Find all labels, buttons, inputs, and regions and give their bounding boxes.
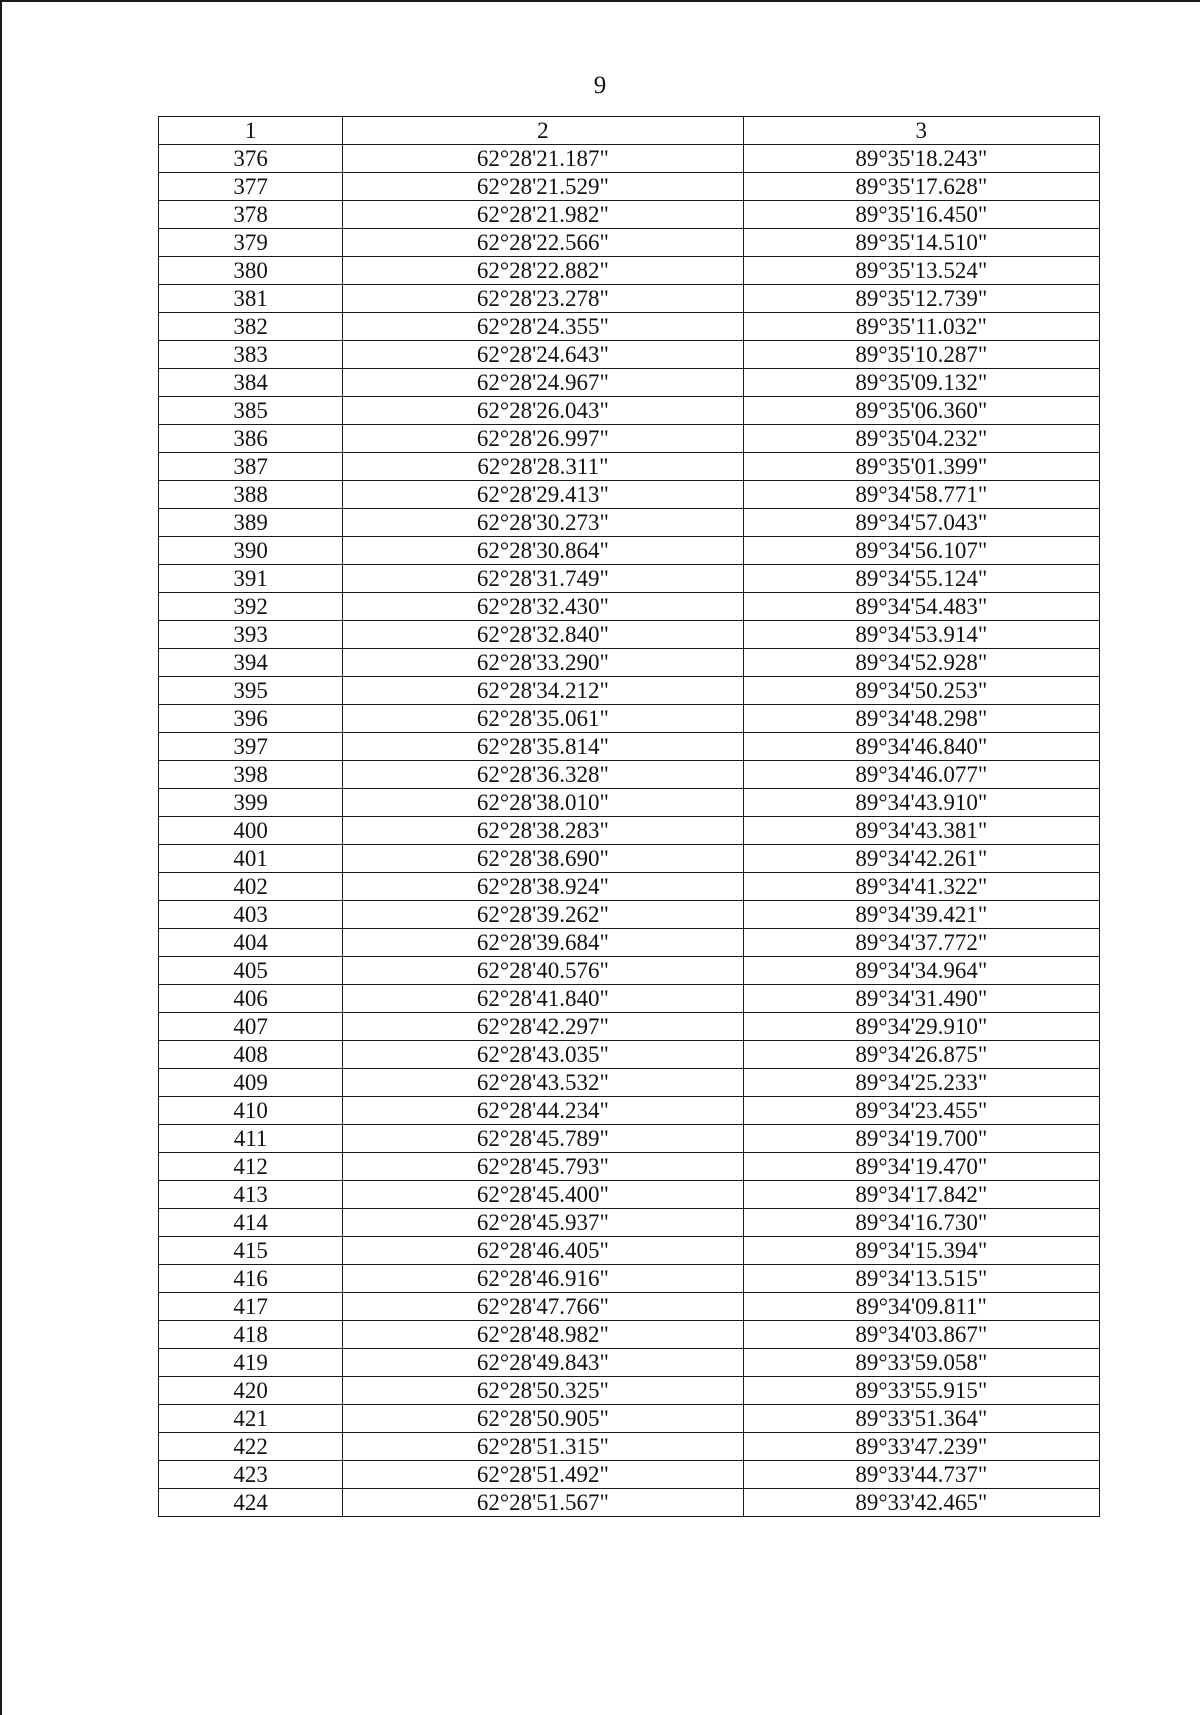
point-number-cell: 378 [159,201,343,229]
table-row [159,1153,1100,1181]
table-row [159,621,1100,649]
longitude-cell: 89°34'34.964" [743,957,1099,985]
longitude-cell: 89°34'16.730" [743,1209,1099,1237]
point-number-cell: 396 [159,705,343,733]
latitude-cell: 62°28'21.529" [343,173,743,201]
longitude-cell: 89°34'29.910" [743,1013,1099,1041]
table-row [159,761,1100,789]
latitude-cell: 62°28'45.793" [343,1153,743,1181]
latitude-cell: 62°28'28.311" [343,453,743,481]
table-row [159,1013,1100,1041]
longitude-cell: 89°34'53.914" [743,621,1099,649]
table-row [159,1433,1100,1461]
point-number-cell: 390 [159,537,343,565]
latitude-cell: 62°28'23.278" [343,285,743,313]
table-row [159,593,1100,621]
point-number-cell: 392 [159,593,343,621]
point-number-cell: 393 [159,621,343,649]
point-number-cell: 419 [159,1349,343,1377]
point-number-cell: 404 [159,929,343,957]
latitude-cell: 62°28'41.840" [343,985,743,1013]
longitude-cell: 89°34'13.515" [743,1265,1099,1293]
latitude-cell: 62°28'32.430" [343,593,743,621]
table-row [159,1181,1100,1209]
latitude-cell: 62°28'45.400" [343,1181,743,1209]
longitude-cell: 89°34'19.470" [743,1153,1099,1181]
table-row [159,201,1100,229]
longitude-cell: 89°33'44.737" [743,1461,1099,1489]
latitude-cell: 62°28'22.882" [343,257,743,285]
table-row [159,369,1100,397]
longitude-cell: 89°34'31.490" [743,985,1099,1013]
point-number-cell: 401 [159,845,343,873]
latitude-cell: 62°28'31.749" [343,565,743,593]
longitude-cell: 89°34'46.077" [743,761,1099,789]
longitude-cell: 89°35'18.243" [743,145,1099,173]
table-row [159,733,1100,761]
latitude-cell: 62°28'32.840" [343,621,743,649]
longitude-cell: 89°33'47.239" [743,1433,1099,1461]
table-row [159,145,1100,173]
longitude-cell: 89°35'16.450" [743,201,1099,229]
longitude-cell: 89°34'15.394" [743,1237,1099,1265]
table-row [159,677,1100,705]
latitude-cell: 62°28'22.566" [343,229,743,257]
point-number-cell: 380 [159,257,343,285]
longitude-cell: 89°35'01.399" [743,453,1099,481]
point-number-cell: 410 [159,1097,343,1125]
point-number-cell: 411 [159,1125,343,1153]
longitude-cell: 89°34'23.455" [743,1097,1099,1125]
latitude-cell: 62°28'46.916" [343,1265,743,1293]
longitude-cell: 89°34'46.840" [743,733,1099,761]
latitude-cell: 62°28'48.982" [343,1321,743,1349]
longitude-cell: 89°34'54.483" [743,593,1099,621]
longitude-cell: 89°35'06.360" [743,397,1099,425]
latitude-cell: 62°28'45.937" [343,1209,743,1237]
table-row [159,985,1100,1013]
longitude-cell: 89°34'56.107" [743,537,1099,565]
longitude-cell: 89°34'41.322" [743,873,1099,901]
table-row [159,1321,1100,1349]
table-row [159,789,1100,817]
column-header-3: 3 [743,117,1099,145]
latitude-cell: 62°28'51.492" [343,1461,743,1489]
latitude-cell: 62°28'51.567" [343,1489,743,1517]
table-row [159,1069,1100,1097]
point-number-cell: 388 [159,481,343,509]
column-header-1: 1 [159,117,343,145]
table-row [159,397,1100,425]
table-body [159,145,1100,1517]
table-row [159,929,1100,957]
longitude-cell: 89°35'10.287" [743,341,1099,369]
table-header-row [159,117,1100,145]
point-number-cell: 412 [159,1153,343,1181]
latitude-cell: 62°28'33.290" [343,649,743,677]
latitude-cell: 62°28'24.643" [343,341,743,369]
latitude-cell: 62°28'30.273" [343,509,743,537]
longitude-cell: 89°34'19.700" [743,1125,1099,1153]
latitude-cell: 62°28'24.355" [343,313,743,341]
point-number-cell: 409 [159,1069,343,1097]
table-row [159,341,1100,369]
longitude-cell: 89°34'48.298" [743,705,1099,733]
longitude-cell: 89°34'42.261" [743,845,1099,873]
table-row [159,229,1100,257]
longitude-cell: 89°34'25.233" [743,1069,1099,1097]
table-row [159,873,1100,901]
latitude-cell: 62°28'34.212" [343,677,743,705]
latitude-cell: 62°28'35.061" [343,705,743,733]
table-row [159,901,1100,929]
column-header-2: 2 [343,117,743,145]
longitude-cell: 89°33'55.915" [743,1377,1099,1405]
latitude-cell: 62°28'44.234" [343,1097,743,1125]
page-number: 9 [593,72,607,99]
table-row [159,453,1100,481]
table-row [159,1293,1100,1321]
table-row [159,957,1100,985]
longitude-cell: 89°35'17.628" [743,173,1099,201]
longitude-cell: 89°34'09.811" [743,1293,1099,1321]
longitude-cell: 89°35'13.524" [743,257,1099,285]
point-number-cell: 385 [159,397,343,425]
longitude-cell: 89°35'12.739" [743,285,1099,313]
point-number-cell: 418 [159,1321,343,1349]
latitude-cell: 62°28'50.325" [343,1377,743,1405]
point-number-cell: 394 [159,649,343,677]
longitude-cell: 89°33'59.058" [743,1349,1099,1377]
longitude-cell: 89°34'03.867" [743,1321,1099,1349]
point-number-cell: 420 [159,1377,343,1405]
table-row [159,1461,1100,1489]
point-number-cell: 405 [159,957,343,985]
table-row [159,481,1100,509]
table-row [159,1237,1100,1265]
longitude-cell: 89°34'43.381" [743,817,1099,845]
table-row [159,537,1100,565]
point-number-cell: 379 [159,229,343,257]
table-row [159,1489,1100,1517]
table-row [159,565,1100,593]
table-row [159,509,1100,537]
latitude-cell: 62°28'39.262" [343,901,743,929]
longitude-cell: 89°33'51.364" [743,1405,1099,1433]
table-row [159,1209,1100,1237]
table-row [159,705,1100,733]
scan-edge-top [0,0,1200,2]
latitude-cell: 62°28'45.789" [343,1125,743,1153]
table-row [159,1405,1100,1433]
latitude-cell: 62°28'49.843" [343,1349,743,1377]
latitude-cell: 62°28'38.924" [343,873,743,901]
latitude-cell: 62°28'24.967" [343,369,743,397]
latitude-cell: 62°28'29.413" [343,481,743,509]
longitude-cell: 89°34'43.910" [743,789,1099,817]
longitude-cell: 89°35'14.510" [743,229,1099,257]
latitude-cell: 62°28'21.187" [343,145,743,173]
point-number-cell: 376 [159,145,343,173]
point-number-cell: 417 [159,1293,343,1321]
point-number-cell: 381 [159,285,343,313]
latitude-cell: 62°28'39.684" [343,929,743,957]
table-row [159,1041,1100,1069]
latitude-cell: 62°28'47.766" [343,1293,743,1321]
longitude-cell: 89°34'39.421" [743,901,1099,929]
table-row [159,1349,1100,1377]
latitude-cell: 62°28'40.576" [343,957,743,985]
latitude-cell: 62°28'36.328" [343,761,743,789]
point-number-cell: 416 [159,1265,343,1293]
longitude-cell: 89°34'17.842" [743,1181,1099,1209]
point-number-cell: 383 [159,341,343,369]
latitude-cell: 62°28'21.982" [343,201,743,229]
point-number-cell: 399 [159,789,343,817]
point-number-cell: 397 [159,733,343,761]
coordinates-table [158,116,1100,1517]
table-row [159,649,1100,677]
point-number-cell: 382 [159,313,343,341]
longitude-cell: 89°34'57.043" [743,509,1099,537]
longitude-cell: 89°35'11.032" [743,313,1099,341]
longitude-cell: 89°34'26.875" [743,1041,1099,1069]
table-row [159,285,1100,313]
table-row [159,817,1100,845]
table-row [159,1125,1100,1153]
table-row [159,1265,1100,1293]
scan-edge-left [0,0,2,1715]
latitude-cell: 62°28'38.283" [343,817,743,845]
point-number-cell: 415 [159,1237,343,1265]
point-number-cell: 395 [159,677,343,705]
point-number-cell: 400 [159,817,343,845]
longitude-cell: 89°34'55.124" [743,565,1099,593]
point-number-cell: 384 [159,369,343,397]
point-number-cell: 398 [159,761,343,789]
point-number-cell: 407 [159,1013,343,1041]
latitude-cell: 62°28'35.814" [343,733,743,761]
point-number-cell: 422 [159,1433,343,1461]
latitude-cell: 62°28'51.315" [343,1433,743,1461]
point-number-cell: 423 [159,1461,343,1489]
longitude-cell: 89°34'52.928" [743,649,1099,677]
latitude-cell: 62°28'26.997" [343,425,743,453]
point-number-cell: 402 [159,873,343,901]
table-row [159,1377,1100,1405]
point-number-cell: 386 [159,425,343,453]
latitude-cell: 62°28'42.297" [343,1013,743,1041]
table-row [159,845,1100,873]
table-row [159,425,1100,453]
point-number-cell: 389 [159,509,343,537]
point-number-cell: 413 [159,1181,343,1209]
table-row [159,1097,1100,1125]
latitude-cell: 62°28'30.864" [343,537,743,565]
latitude-cell: 62°28'43.035" [343,1041,743,1069]
point-number-cell: 391 [159,565,343,593]
latitude-cell: 62°28'50.905" [343,1405,743,1433]
longitude-cell: 89°35'04.232" [743,425,1099,453]
point-number-cell: 424 [159,1489,343,1517]
table-row [159,313,1100,341]
point-number-cell: 377 [159,173,343,201]
point-number-cell: 408 [159,1041,343,1069]
latitude-cell: 62°28'38.690" [343,845,743,873]
longitude-cell: 89°33'42.465" [743,1489,1099,1517]
point-number-cell: 414 [159,1209,343,1237]
table-row [159,173,1100,201]
latitude-cell: 62°28'38.010" [343,789,743,817]
point-number-cell: 387 [159,453,343,481]
latitude-cell: 62°28'43.532" [343,1069,743,1097]
longitude-cell: 89°34'50.253" [743,677,1099,705]
point-number-cell: 406 [159,985,343,1013]
longitude-cell: 89°34'37.772" [743,929,1099,957]
point-number-cell: 403 [159,901,343,929]
point-number-cell: 421 [159,1405,343,1433]
longitude-cell: 89°35'09.132" [743,369,1099,397]
latitude-cell: 62°28'46.405" [343,1237,743,1265]
longitude-cell: 89°34'58.771" [743,481,1099,509]
latitude-cell: 62°28'26.043" [343,397,743,425]
table-row [159,257,1100,285]
